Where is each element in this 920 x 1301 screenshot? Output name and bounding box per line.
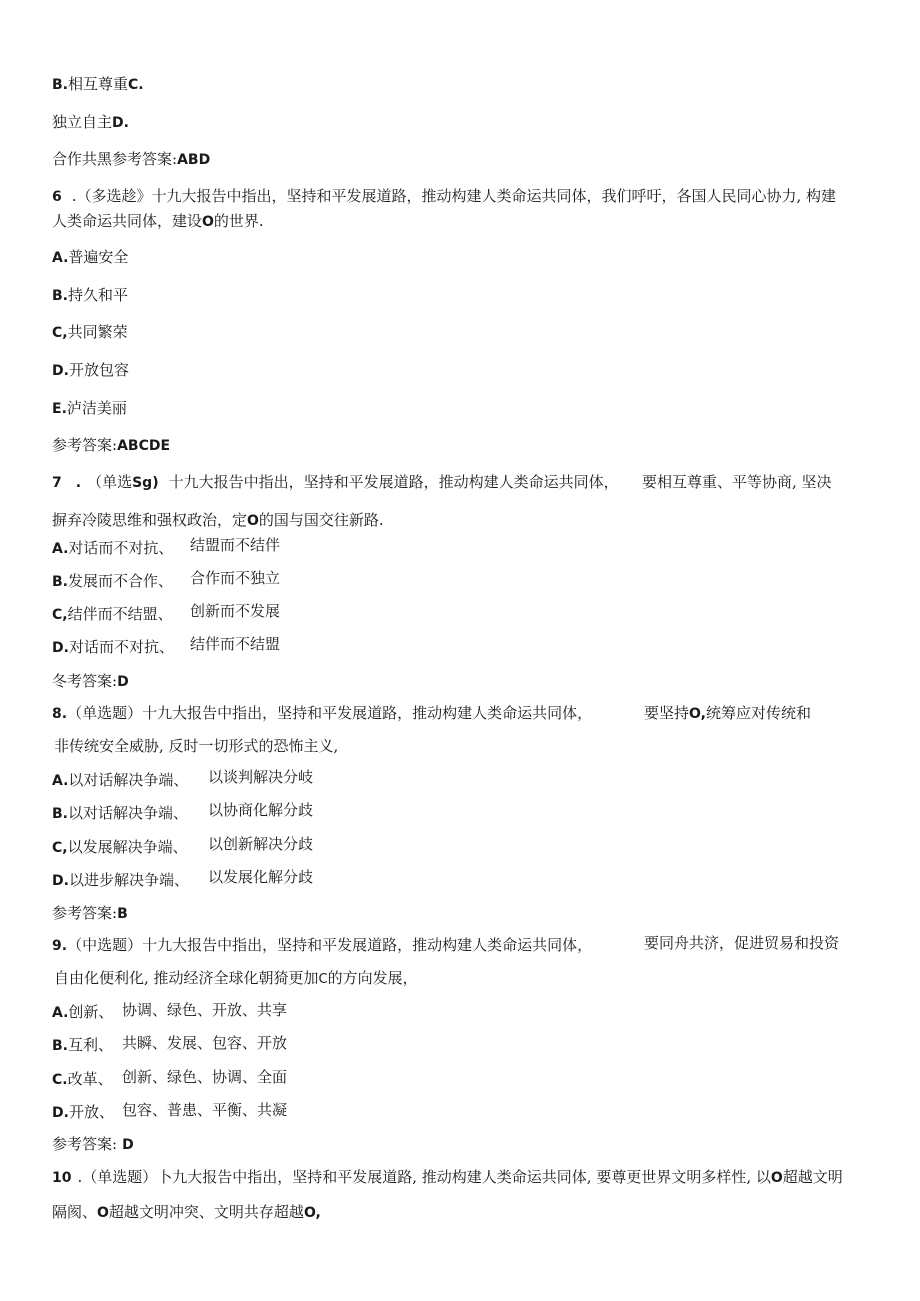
question-8-line-2: [54, 736, 338, 756]
question-10-line-1: [52, 1167, 843, 1188]
option-a-tail: [208, 767, 313, 787]
answer-label: 参考答案:: [52, 904, 118, 922]
option-text: 普遍安全: [68, 248, 129, 266]
option-letter: D.: [52, 640, 69, 656]
blank-marker: O,: [689, 706, 706, 722]
question-dot: .: [75, 475, 82, 491]
question-7-line-1-tail: [642, 472, 832, 492]
option-text: 泸洁美丽: [66, 399, 127, 417]
option-text: 改革、: [67, 1070, 113, 1088]
question-text: .（单选题）卜九大报告中指出，坚持和平发展道路, 推动构建人类命运共同体, 要尊更世界文明多样性, 以: [77, 1168, 771, 1186]
question-text: 超越文明冲突、文明共存超越: [108, 1203, 304, 1221]
answer-line: [52, 903, 128, 924]
option-letter: B.: [52, 574, 68, 590]
option-letter: D.: [52, 363, 69, 379]
blank-marker: C: [318, 972, 328, 987]
question-number: 7: [52, 475, 62, 491]
option-b: [52, 1035, 113, 1056]
question-8-line-1-tail: [644, 703, 811, 724]
answer-label: 冬考答案:: [52, 672, 118, 690]
answer-line: [52, 671, 129, 692]
option-text: 开放、: [68, 1103, 114, 1121]
option-letter: A.: [52, 541, 69, 557]
option-d-tail: [122, 1100, 287, 1120]
question-7-line-1: [52, 472, 619, 493]
option-b-tail: [122, 1033, 287, 1053]
blank-marker: O: [202, 214, 214, 230]
option-b-tail: [190, 568, 280, 588]
option-d: [52, 1102, 114, 1123]
option-d-tail: [190, 634, 280, 654]
question-9-line-1: [52, 935, 592, 956]
answer-label: 合作共黑参考答案:: [52, 150, 178, 168]
text-line: [52, 74, 144, 95]
question-9-line-1-tail: [644, 933, 839, 953]
option-a-tail: [122, 1000, 287, 1020]
question-9-line-2: [54, 968, 418, 990]
option-b: [52, 803, 188, 824]
answer-line: [52, 435, 170, 456]
option-text: 创新而不发展: [190, 602, 281, 620]
question-text: .（多选趁》十九大报告中指出，坚持和平发展道路，推动构建人类命运共同体，我们呼吁，各国人民同心协力, 构建: [71, 187, 837, 205]
option-letter: B.: [52, 288, 68, 304]
question-text: 十九大报告中指出，坚持和平发展道路，推动构建人类命运共同体，: [168, 473, 619, 491]
question-type-suffix: Sg): [132, 475, 159, 491]
option-text: 以进步解决争端、: [68, 871, 189, 889]
option-c-tail: [122, 1067, 287, 1087]
option-a: [52, 538, 173, 559]
option-letter: A.: [52, 1005, 69, 1021]
answer-label: 参考答案:: [52, 1135, 118, 1153]
option-text: 以协商化解分歧: [208, 801, 314, 819]
option-text: 开放包容: [68, 361, 129, 379]
option-letter: D.: [52, 1105, 69, 1121]
question-type: （单选: [87, 473, 133, 491]
question-text: 摒弃冷陵思维和强权政治，定: [52, 511, 248, 529]
question-text: 人类命运共同体，建设: [52, 212, 203, 230]
answer-value: ABCDE: [117, 438, 171, 454]
question-text: 非传统安全威胁, 反时一切形式的恐怖主义,: [54, 737, 339, 755]
blank-marker: O: [97, 1205, 109, 1221]
option-text: 以发展解决争端、: [67, 838, 188, 856]
option-d: [52, 360, 129, 381]
answer-value: D: [117, 674, 129, 690]
answer-value: D: [122, 1137, 134, 1153]
question-text: 隔阂、: [52, 1203, 98, 1221]
option-text: 包容、普患、平衡、共凝: [122, 1101, 288, 1119]
option-text: 互利、: [68, 1036, 114, 1054]
option-letter: D.: [112, 115, 129, 131]
blank-marker: O,: [303, 1205, 321, 1221]
question-text: 要相互尊重、平等协商, 坚决: [642, 473, 832, 491]
blank-marker: O: [247, 513, 259, 529]
option-text: 持久和平: [68, 286, 129, 304]
option-text: 以谈判解决分岐: [208, 768, 314, 786]
option-d: [52, 637, 174, 658]
question-text: 要同舟共济，促进贸易和投资: [644, 934, 840, 952]
option-letter: A.: [52, 250, 69, 266]
option-text: 共瞬、发展、包容、开放: [122, 1034, 288, 1052]
option-b: [52, 285, 128, 306]
question-text: 超越文明: [782, 1168, 843, 1186]
option-text: 合作而不独立: [190, 569, 281, 587]
option-text: 以对话解决争端、: [68, 804, 189, 822]
option-letter: C.: [128, 77, 144, 93]
question-text: （单选题）十九大报告中指出，坚持和平发展道路，推动构建人类命运共同体，: [67, 704, 593, 722]
option-letter: C.: [52, 1072, 68, 1088]
option-text: 创新、绿色、协调、全面: [122, 1068, 288, 1086]
option-text: 以对话解决争端、: [68, 771, 189, 789]
option-c-tail: [208, 834, 313, 854]
option-text: 协调、绿色、开放、共享: [122, 1001, 288, 1019]
question-text: 要坚持: [644, 704, 690, 722]
option-d-tail: [208, 867, 313, 887]
option-c: [52, 1069, 113, 1090]
option-letter: D.: [52, 873, 69, 889]
option-letter: E.: [52, 401, 67, 417]
option-a: [52, 247, 128, 268]
option-text: 相互尊重: [68, 75, 129, 93]
option-text: 以发展化解分歧: [208, 868, 314, 886]
option-text: 结伴而不结盟、: [67, 605, 173, 623]
blank-marker: O: [770, 1170, 783, 1186]
option-letter: C,: [52, 607, 68, 623]
answer-line: [52, 149, 210, 170]
option-text: 以创新解决分歧: [208, 835, 314, 853]
option-text: 结伴而不结盟: [190, 635, 281, 653]
option-letter: C,: [52, 840, 68, 856]
option-c-tail: [190, 601, 280, 621]
question-10-line-2: [52, 1202, 321, 1223]
option-a-tail: [190, 535, 280, 555]
answer-value: ABD: [177, 152, 211, 168]
option-d: [52, 870, 189, 891]
option-c: [52, 837, 188, 858]
option-text: 共同繁荣: [67, 323, 128, 341]
question-text: 的世界.: [213, 212, 264, 230]
option-letter: B.: [52, 77, 68, 93]
question-number: 6: [52, 189, 62, 205]
option-text: 结盟而不结伴: [190, 536, 281, 554]
question-text: 自由化便利化, 推动经济全球化朝猗更加: [54, 969, 319, 987]
option-letter: C,: [52, 325, 68, 341]
option-letter: B.: [52, 1038, 68, 1054]
question-7-line-2: [52, 510, 384, 531]
question-6-line-1: [52, 186, 836, 207]
option-text: 独立自主: [52, 113, 113, 131]
option-letter: B.: [52, 806, 68, 822]
option-letter: A.: [52, 773, 69, 789]
text-line: [52, 112, 129, 133]
question-number: 8.: [52, 706, 68, 722]
question-number: 9.: [52, 938, 68, 954]
question-text: （中选题）十九大报告中指出，坚持和平发展道路，推动构建人类命运共同体，: [67, 936, 593, 954]
answer-label: 参考答案:: [52, 436, 118, 454]
question-text: 的方向发展，: [327, 969, 418, 987]
option-a: [52, 770, 188, 791]
question-text: 的国与国交往新路.: [258, 511, 384, 529]
option-text: 对话而不对抗、: [68, 638, 174, 656]
option-a: [52, 1002, 113, 1023]
option-text: 对话而不对抗、: [68, 539, 174, 557]
option-text: 创新、: [68, 1003, 114, 1021]
option-text: 发展而不合作、: [68, 572, 174, 590]
question-number: 10: [52, 1170, 72, 1186]
option-c: [52, 322, 128, 343]
option-e: [52, 398, 127, 419]
question-8-line-1: [52, 703, 592, 724]
answer-value: B: [117, 906, 128, 922]
option-b: [52, 571, 173, 592]
question-text: 统筹应对传统和: [705, 704, 811, 722]
answer-line: [52, 1134, 134, 1155]
option-b-tail: [208, 800, 313, 820]
option-c: [52, 604, 173, 625]
question-6-line-2: [52, 211, 264, 232]
